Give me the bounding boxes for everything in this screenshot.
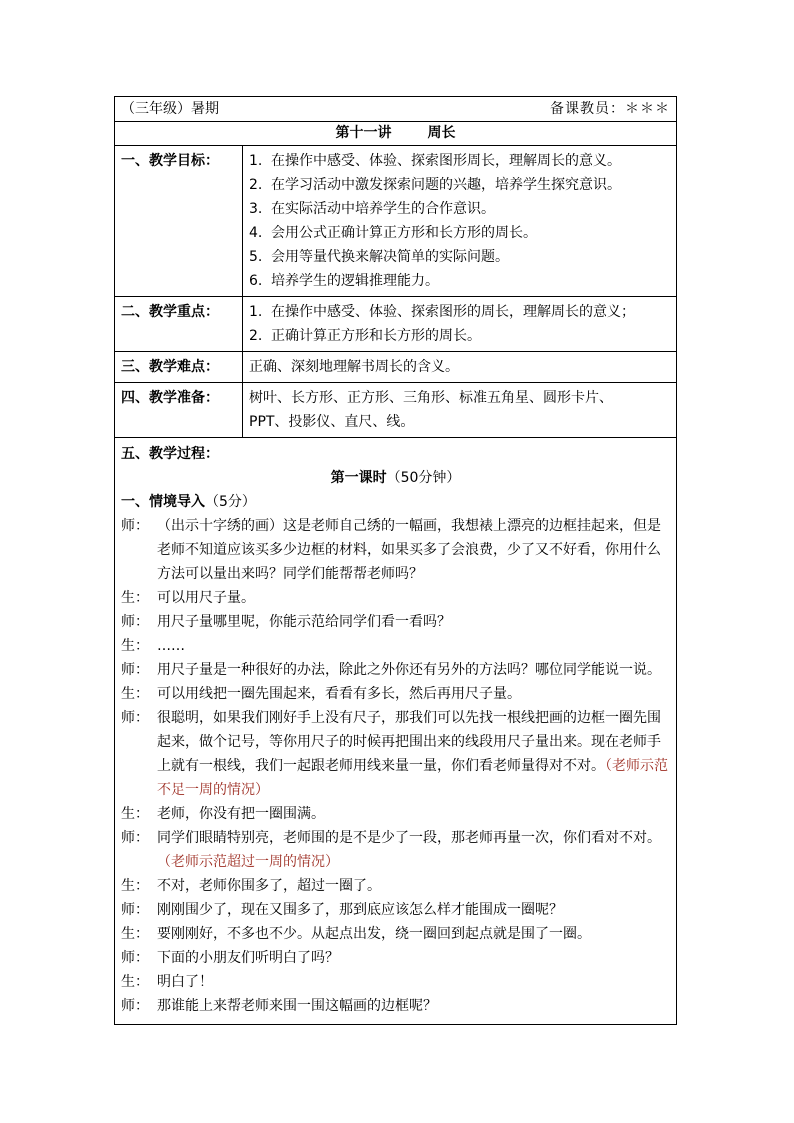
goals-item-number: 4. [249, 225, 263, 241]
goals-item [249, 173, 670, 197]
dialogue-text [157, 586, 670, 610]
utterance-text: 用尺子量哪里呢，你能示范给同学们看一看吗？ [157, 614, 451, 630]
dialogue-text [157, 514, 670, 586]
speaker-label: 生： [121, 926, 149, 942]
dialogue-turn [121, 802, 670, 826]
goals-item-number: 1. [249, 153, 263, 169]
process-cell [115, 438, 677, 1025]
difficulty-cell [243, 352, 677, 383]
dialogue-turn [121, 898, 670, 922]
dialogue-turn [121, 658, 670, 682]
utterance-text: 可以用线把一圈先围起来，看看有多长，然后再用尺子量。 [157, 686, 521, 702]
speaker-label: 师： [121, 902, 149, 918]
utterance-text: 要刚刚好，不多也不少。从起点出发，绕一圈回到起点就是围了一圈。 [157, 926, 591, 942]
lecture-title-row [115, 122, 677, 146]
utterance-text: 很聪明，如果我们刚好手上没有尺子，那我们可以先找一根线把画的边框一圈先围起来，做个记号，等你用尺子的时候再把围出来的线段用尺子量出来。现在老师手上就有一根线，我们一起跟老师用线来量一量，你们看老师量得对不对。 [157, 710, 661, 774]
goals-item [249, 269, 670, 293]
dialogue-text [157, 994, 670, 1018]
goals-item-text: 在操作中感受、体验、探索图形周长，理解周长的意义。 [271, 153, 621, 169]
speaker-label: 生： [121, 638, 149, 654]
goals-item-number: 6. [249, 273, 263, 289]
goals-item-text: 会用公式正确计算正方形和长方形的周长。 [271, 225, 537, 241]
dialogue-turn [121, 706, 670, 802]
dialogue-turn [121, 970, 670, 994]
dialogue-text [157, 922, 670, 946]
focus-item-text: 在操作中感受、体验、探索图形的周长，理解周长的意义； [271, 304, 635, 320]
goals-item [249, 197, 670, 221]
lesson-plan-table [114, 96, 677, 1025]
goals-item-text: 培养学生的逻辑推理能力。 [271, 273, 439, 289]
utterance-text: 可以用尺子量。 [157, 590, 255, 606]
dialogue-list [121, 514, 670, 1018]
focus-item-text: 正确计算正方形和长方形的周长。 [271, 328, 481, 344]
dialogue-turn [121, 994, 670, 1018]
speaker-label: 师： [121, 662, 149, 678]
goals-item-text: 在实际活动中培养学生的合作意识。 [271, 201, 495, 217]
utterance-text: 老师，你没有把一圈围满。 [157, 806, 325, 822]
difficulty-text: 正确、深刻地理解书周长的含义。 [249, 359, 459, 375]
utterance-text: （出示十字绣的画）这是老师自己绣的一幅画，我想裱上漂亮的边框挂起来，但是老师不知道应该买多少边框的材料，如果买多了会浪费，少了又不好看，你用什么方法可以量出来吗？同学们能帮帮老师吗？ [157, 518, 661, 582]
goals-item [249, 149, 670, 173]
grade-label: （三年级）暑期 [121, 101, 219, 117]
dialogue-turn [121, 874, 670, 898]
lecture-number: 第十一讲 [335, 125, 392, 141]
goals-item-number: 5. [249, 249, 263, 265]
goals-item [249, 221, 670, 245]
section-title: 一、情境导入 [121, 494, 205, 510]
lesson-plan-sheet [114, 96, 676, 1025]
dialogue-text [157, 658, 670, 682]
dialogue-turn [121, 514, 670, 586]
utterance-text: …… [157, 638, 185, 654]
goals-item-text: 在学习活动中激发探索问题的兴趣，培养学生探究意识。 [271, 177, 621, 193]
goals-list [243, 146, 677, 297]
dialogue-text [157, 826, 670, 874]
dialogue-text [157, 802, 670, 826]
goals-item [249, 245, 670, 269]
goals-item-text: 会用等量代换来解决简单的实际问题。 [271, 249, 509, 265]
speaker-label: 师： [121, 950, 149, 966]
dialogue-turn [121, 682, 670, 706]
focus-item-number: 1. [249, 304, 263, 320]
focus-item-number: 2. [249, 328, 263, 344]
dialogue-text [157, 706, 670, 802]
dialogue-text [157, 610, 670, 634]
header-row [115, 97, 677, 122]
speaker-label: 生： [121, 974, 149, 990]
utterance-text: 刚刚围少了，现在又围多了，那到底应该怎么样才能围成一圈呢？ [157, 902, 563, 918]
session-time: （50分钟） [386, 470, 461, 486]
focus-label: 二、教学重点： [115, 297, 243, 352]
utterance-text: 同学们眼睛特别亮，老师围的是不是少了一段，那老师再量一次，你们看对不对。 [157, 830, 661, 846]
dialogue-turn [121, 586, 670, 610]
speaker-label: 生： [121, 806, 149, 822]
speaker-label: 师： [121, 518, 149, 534]
lecture-topic: 周长 [427, 125, 456, 141]
goals-item-number: 2. [249, 177, 263, 193]
dialogue-text [157, 970, 670, 994]
speaker-label: 师： [121, 614, 149, 630]
utterance-text: 下面的小朋友们听明白了吗？ [157, 950, 339, 966]
prep-line-2: PPT、投影仪、直尺、线。 [249, 414, 415, 430]
session-title: 第一课时 [330, 470, 387, 486]
dialogue-text [157, 946, 670, 970]
goals-label: 一、教学目标： [115, 146, 243, 297]
process-label: 五、教学过程： [121, 446, 219, 462]
stage-direction-note: （老师示范不足一周的情况） [157, 758, 668, 798]
speaker-label: 生： [121, 590, 149, 606]
focus-list [243, 297, 677, 352]
dialogue-turn [121, 826, 670, 874]
dialogue-turn [121, 610, 670, 634]
utterance-text: 不对，老师你围多了，超过一圈了。 [157, 878, 381, 894]
dialogue-text [157, 682, 670, 706]
prep-label: 四、教学准备： [115, 383, 243, 438]
dialogue-turn [121, 634, 670, 658]
difficulty-label: 三、教学难点： [115, 352, 243, 383]
dialogue-turn [121, 946, 670, 970]
section-heading [121, 490, 670, 514]
goals-item-number: 3. [249, 201, 263, 217]
speaker-label: 师： [121, 998, 149, 1014]
speaker-label: 生： [121, 878, 149, 894]
speaker-label: 生： [121, 686, 149, 702]
utterance-text: 明白了！ [157, 974, 213, 990]
section-time: （5分） [205, 494, 256, 510]
teacher-label: 备课教员：＊＊＊ [550, 101, 670, 117]
dialogue-text [157, 898, 670, 922]
dialogue-text [157, 634, 670, 658]
stage-direction-note: （老师示范超过一周的情况） [157, 854, 339, 870]
session-heading [121, 466, 670, 490]
focus-item [249, 300, 670, 324]
dialogue-text [157, 874, 670, 898]
speaker-label: 师： [121, 830, 149, 846]
speaker-label: 师： [121, 710, 149, 726]
dialogue-turn [121, 922, 670, 946]
prep-line-1: 树叶、长方形、正方形、三角形、标准五角星、圆形卡片、 [249, 390, 613, 406]
prep-cell [243, 383, 677, 438]
utterance-text: 用尺子量是一种很好的办法，除此之外你还有另外的方法吗？哪位同学能说一说。 [157, 662, 661, 678]
focus-item [249, 324, 670, 348]
utterance-text: 那谁能上来帮老师来围一围这幅画的边框呢？ [157, 998, 437, 1014]
